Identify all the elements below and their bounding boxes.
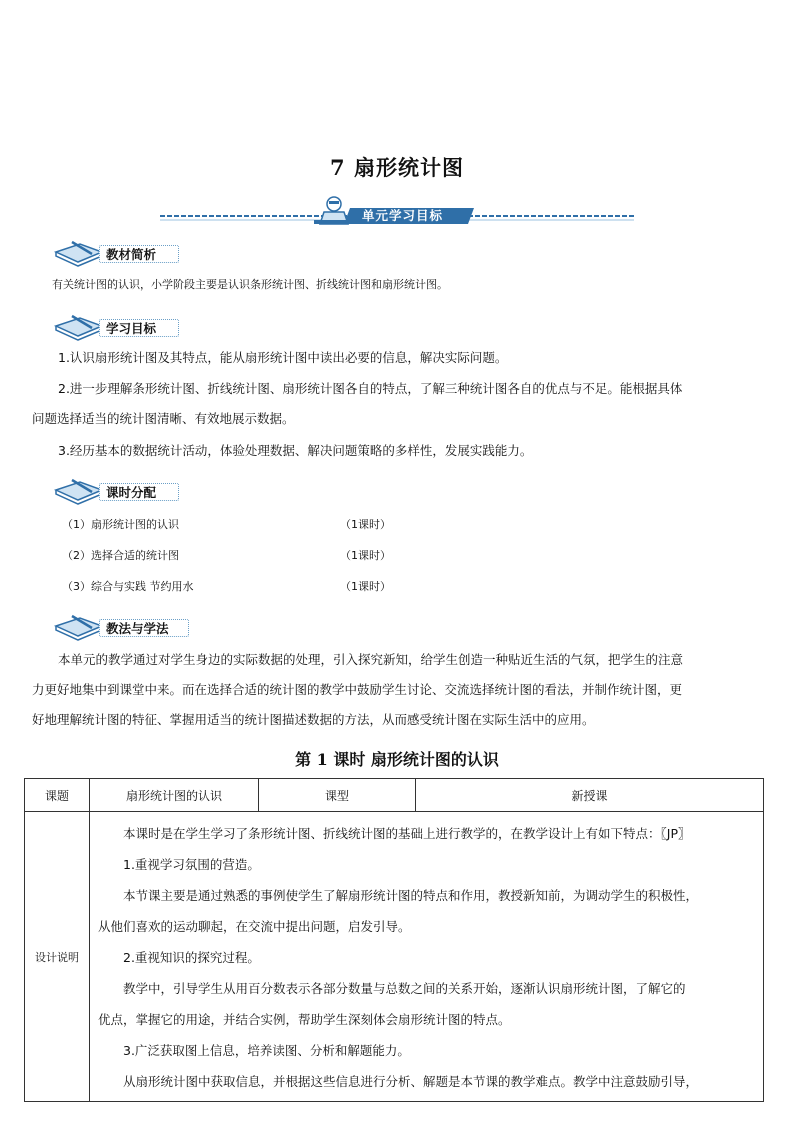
- methods-paragraph-line: 本单元的教学通过对学生身边的实际数据的处理，引入探究新知，给学生创造一种贴近生活的气氛，把学生的注意: [58, 652, 684, 667]
- banner-label: 单元学习目标: [362, 208, 444, 223]
- table-cell: 课题: [25, 779, 90, 812]
- book-pen-icon: [52, 478, 106, 506]
- section-label: 教材简析: [99, 245, 179, 263]
- design-line: 本节课主要是通过熟悉的事例使学生了解扇形统计图的特点和作用，教授新知前，为调动学生的积极性，: [123, 888, 699, 903]
- section-header-textbook-analysis: [52, 240, 180, 268]
- page-title: 7 扇形统计图: [330, 155, 464, 180]
- learning-goal-item: 2.进一步理解条形统计图、折线统计图、扇形统计图各自的特点，了解三种统计图各自的优点与不足。能根据具体: [58, 381, 683, 396]
- learning-goal-item: 3.经历基本的数据统计活动，体验处理数据、解决问题策略的多样性，发展实践能力。: [58, 443, 533, 458]
- design-description-cell: [90, 812, 764, 1102]
- unit-goals-banner: [160, 196, 634, 226]
- design-line: 优点，掌握它的用途，并结合实例，帮助学生深刻体会扇形统计图的特点。: [98, 1012, 511, 1027]
- design-line: 从扇形统计图中获取信息，并根据这些信息进行分析、解题是本节课的教学难点。教学中注意鼓励引导，: [123, 1074, 699, 1089]
- learning-goal-item: 1.认识扇形统计图及其特点，能从扇形统计图中读出必要的信息，解决实际问题。: [58, 350, 508, 365]
- table-row: [25, 812, 764, 1102]
- methods-paragraph-line: 好地理解统计图的特征、掌握用适当的统计图描述数据的方法，从而感受统计图在实际生活中的应用。: [32, 712, 595, 727]
- section-header-learning-goals: [52, 314, 180, 342]
- section-label: 教法与学法: [99, 619, 189, 637]
- lesson-table: [24, 778, 764, 1102]
- learning-goal-item: 问题选择适当的统计图清晰、有效地展示数据。: [32, 411, 295, 426]
- section-header-lesson-allocation: [52, 478, 180, 506]
- section-label: 课时分配: [99, 483, 179, 501]
- design-line: 教学中，引导学生从用百分数表示各部分数量与总数之间的关系开始，逐渐认识扇形统计图，了解它的: [123, 981, 686, 996]
- allocation-name: （1）扇形统计图的认识: [62, 518, 179, 531]
- book-pen-icon: [52, 314, 106, 342]
- lesson-heading: 第 1 课时 扇形统计图的认识: [295, 750, 499, 769]
- reading-student-icon: [310, 196, 358, 230]
- table-row: [25, 779, 764, 812]
- allocation-name: （3）综合与实践 节约用水: [62, 580, 194, 593]
- design-line: 1.重视学习氛围的营造。: [123, 857, 260, 872]
- design-line: 本课时是在学生学习了条形统计图、折线统计图的基础上进行教学的，在教学设计上有如下特点：〖JP〗: [123, 826, 691, 841]
- allocation-hours: （1课时）: [340, 518, 391, 531]
- design-label-cell: 设计说明: [25, 812, 90, 1102]
- allocation-name: （2）选择合适的统计图: [62, 549, 179, 562]
- methods-paragraph-line: 力更好地集中到课堂中来。而在选择合适的统计图的教学中鼓励学生讨论、交流选择统计图的看法，并制作统计图，更: [32, 682, 683, 697]
- table-cell: 扇形统计图的认识: [90, 779, 259, 812]
- allocation-hours: （1课时）: [340, 580, 391, 593]
- section-label: 学习目标: [99, 319, 179, 337]
- table-cell: 课型: [259, 779, 416, 812]
- book-pen-icon: [52, 240, 106, 268]
- allocation-hours: （1课时）: [340, 549, 391, 562]
- design-line: 3.广泛获取图上信息，培养读图、分析和解题能力。: [123, 1043, 410, 1058]
- design-line: 2.重视知识的探究过程。: [123, 950, 260, 965]
- table-cell: 新授课: [416, 779, 764, 812]
- book-pen-icon: [52, 614, 106, 642]
- design-line: 从他们喜欢的运动聊起，在交流中提出问题，启发引导。: [98, 919, 411, 934]
- section-header-methods: [52, 614, 180, 642]
- textbook-analysis-text: 有关统计图的认识，小学阶段主要是认识条形统计图、折线统计图和扇形统计图。: [52, 278, 448, 291]
